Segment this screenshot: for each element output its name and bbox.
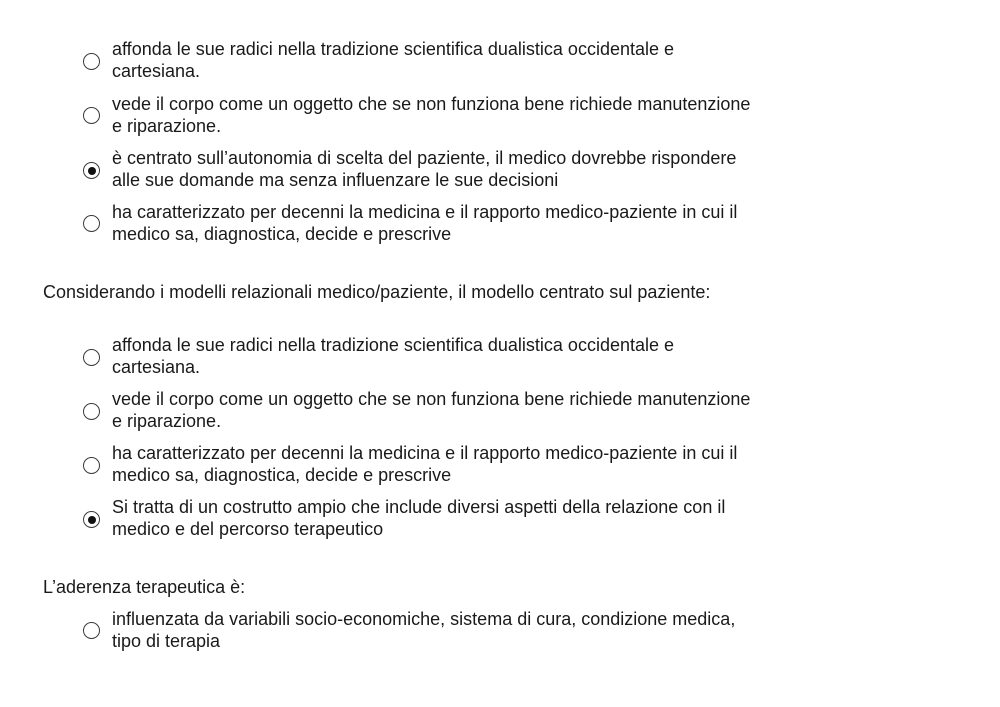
q1-option-1[interactable] bbox=[80, 38, 760, 84]
radio-button-unselected[interactable] bbox=[83, 457, 100, 474]
option-label: Si tratta di un costrutto ampio che include diversi aspetti della relazione con il medico e del percorso terapeutico bbox=[112, 497, 726, 539]
q2-option-1[interactable] bbox=[80, 334, 760, 380]
radio-button-unselected[interactable] bbox=[83, 622, 100, 639]
option-label: vede il corpo come un oggetto che se non funziona bene richiede manutenzione e riparazione. bbox=[112, 94, 751, 136]
q2-option-4[interactable] bbox=[80, 496, 760, 542]
option-label: è centrato sull’autonomia di scelta del paziente, il medico dovrebbe rispondere alle sue domande ma senza influenzare le sue decisioni bbox=[112, 148, 737, 190]
option-label: affonda le sue radici nella tradizione scientifica dualistica occidentale e cartesiana. bbox=[112, 39, 675, 81]
radio-button-unselected[interactable] bbox=[83, 403, 100, 420]
option-label: ha caratterizzato per decenni la medicina e il rapporto medico-paziente in cui il medico sa, diagnostica, decide e prescrive bbox=[112, 202, 738, 244]
option-label: vede il corpo come un oggetto che se non funziona bene richiede manutenzione e riparazione. bbox=[112, 389, 751, 431]
question-prompt: Considerando i modelli relazionali medico/paziente, il modello centrato sul paziente: bbox=[43, 282, 711, 302]
option-label: influenzata da variabili socio-economiche, sistema di cura, condizione medica, tipo di terapia bbox=[112, 609, 736, 651]
question-prompt: L’aderenza terapeutica è: bbox=[43, 577, 246, 597]
q1-option-3[interactable] bbox=[80, 147, 760, 193]
option-label: ha caratterizzato per decenni la medicina e il rapporto medico-paziente in cui il medico sa, diagnostica, decide e prescrive bbox=[112, 443, 738, 485]
radio-button-unselected[interactable] bbox=[83, 53, 100, 70]
q2-option-3[interactable] bbox=[80, 442, 760, 488]
radio-button-selected[interactable] bbox=[83, 511, 100, 528]
option-label: affonda le sue radici nella tradizione scientifica dualistica occidentale e cartesiana. bbox=[112, 335, 675, 377]
q2-option-2[interactable] bbox=[80, 388, 760, 434]
radio-button-unselected[interactable] bbox=[83, 349, 100, 366]
q1-option-4[interactable] bbox=[80, 201, 760, 247]
radio-button-unselected[interactable] bbox=[83, 107, 100, 124]
q3-option-1[interactable] bbox=[80, 608, 760, 654]
q1-option-2[interactable] bbox=[80, 93, 760, 139]
radio-button-selected[interactable] bbox=[83, 162, 100, 179]
radio-button-unselected[interactable] bbox=[83, 215, 100, 232]
